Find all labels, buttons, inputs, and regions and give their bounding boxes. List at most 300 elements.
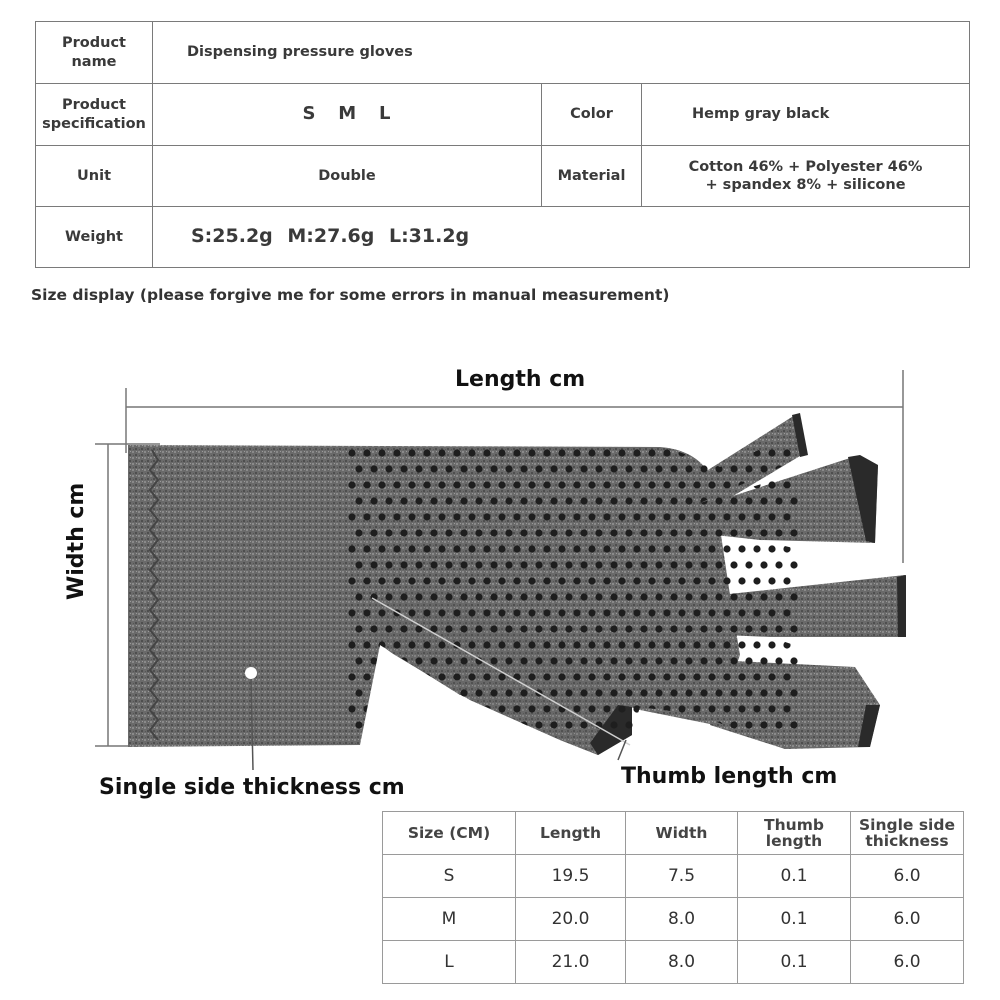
silicone-dot (393, 641, 400, 648)
silicone-dot (670, 721, 677, 728)
silicone-dot (708, 513, 715, 520)
silicone-dot (543, 577, 550, 584)
silicone-dot (535, 593, 542, 600)
silicone-dot (760, 721, 767, 728)
silicone-dot (783, 609, 790, 616)
silicone-dot (445, 721, 452, 728)
silicone-dot (468, 641, 475, 648)
silicone-dot (558, 609, 565, 616)
silicone-dot (400, 529, 407, 536)
silicone-dot (790, 721, 797, 728)
silicone-dot (430, 689, 437, 696)
silicone-dot (610, 625, 617, 632)
silicone-dot (670, 497, 677, 504)
silicone-dot (783, 545, 790, 552)
width-cell: 8.0 (626, 898, 738, 941)
silicone-dot (348, 705, 355, 712)
silicone-dot (468, 481, 475, 488)
silicone-dot (738, 673, 745, 680)
silicone-dot (505, 497, 512, 504)
silicone-dot (738, 641, 745, 648)
silicone-dot (400, 689, 407, 696)
silicone-dot (453, 705, 460, 712)
silicone-dot (378, 673, 385, 680)
silicone-dot (565, 625, 572, 632)
silicone-dot (543, 641, 550, 648)
silicone-dot (423, 481, 430, 488)
silicone-dot (753, 705, 760, 712)
silicone-dot (483, 449, 490, 456)
silicone-dot (498, 513, 505, 520)
glove-illustration (128, 413, 906, 755)
silicone-dot (775, 721, 782, 728)
silicone-dot (423, 641, 430, 648)
silicone-dot (483, 673, 490, 680)
silicone-dot (670, 657, 677, 664)
silicone-dot (445, 465, 452, 472)
silicone-dot (625, 657, 632, 664)
silicone-dot (730, 529, 737, 536)
spec-table (35, 21, 970, 268)
thumb-length-cell: 0.1 (738, 855, 851, 898)
silicone-dot (460, 625, 467, 632)
silicone-dot (715, 593, 722, 600)
silicone-dot (640, 689, 647, 696)
silicone-dot (385, 529, 392, 536)
silicone-dot (453, 449, 460, 456)
silicone-dot (730, 689, 737, 696)
silicone-dot (723, 641, 730, 648)
header-width: Width (626, 812, 738, 855)
silicone-dot (430, 657, 437, 664)
silicone-dot (475, 497, 482, 504)
silicone-dot (580, 625, 587, 632)
silicone-dot (670, 625, 677, 632)
silicone-dot (603, 609, 610, 616)
silicone-dot (738, 609, 745, 616)
silicone-dot (385, 689, 392, 696)
silicone-dot (498, 609, 505, 616)
silicone-dot (438, 545, 445, 552)
silicone-dot (618, 481, 625, 488)
silicone-dot (528, 641, 535, 648)
silicone-dot (783, 481, 790, 488)
silicone-dot (370, 561, 377, 568)
silicone-dot (708, 705, 715, 712)
unit-value: Double (153, 146, 542, 207)
silicone-dot (528, 449, 535, 456)
silicone-dot (708, 577, 715, 584)
silicone-dot (430, 721, 437, 728)
silicone-dot (423, 673, 430, 680)
silicone-dot (558, 513, 565, 520)
silicone-dot (760, 657, 767, 664)
silicone-dot (543, 481, 550, 488)
silicone-dot (483, 641, 490, 648)
silicone-dot (588, 641, 595, 648)
silicone-dot (355, 529, 362, 536)
silicone-dot (490, 689, 497, 696)
silicone-dot (745, 625, 752, 632)
silicone-dot (618, 545, 625, 552)
silicone-dot (378, 609, 385, 616)
silicone-dot (678, 641, 685, 648)
silicone-dot (483, 705, 490, 712)
silicone-dot (513, 545, 520, 552)
silicone-dot (573, 673, 580, 680)
silicone-dot (610, 465, 617, 472)
silicone-dot (408, 705, 415, 712)
silicone-dot (745, 657, 752, 664)
width-label: Width cm (64, 482, 89, 600)
silicone-dot (783, 673, 790, 680)
silicone-dot (535, 465, 542, 472)
silicone-dot (640, 561, 647, 568)
length-label: Length cm (455, 367, 586, 392)
silicone-dot (423, 513, 430, 520)
silicone-dot (393, 705, 400, 712)
silicone-dot (483, 577, 490, 584)
silicone-dot (505, 657, 512, 664)
silicone-dot (370, 657, 377, 664)
silicone-dot (723, 545, 730, 552)
silicone-dot (550, 689, 557, 696)
thickness-cell: 6.0 (851, 941, 964, 984)
silicone-dot (468, 577, 475, 584)
silicone-dot (610, 561, 617, 568)
silicone-dot (618, 673, 625, 680)
silicone-dot (580, 721, 587, 728)
size-cell: L (383, 941, 516, 984)
color-label: Color (542, 84, 642, 146)
silicone-dot (483, 481, 490, 488)
silicone-dot (498, 705, 505, 712)
silicone-dot (768, 545, 775, 552)
silicone-dot (730, 625, 737, 632)
silicone-dot (408, 609, 415, 616)
silicone-dot (385, 721, 392, 728)
silicone-dot (775, 593, 782, 600)
silicone-dot (715, 625, 722, 632)
silicone-dot (775, 657, 782, 664)
silicone-dot (378, 705, 385, 712)
silicone-dot (565, 465, 572, 472)
silicone-dot (610, 497, 617, 504)
silicone-dot (633, 481, 640, 488)
silicone-dot (625, 465, 632, 472)
silicone-dot (400, 721, 407, 728)
silicone-dot (408, 577, 415, 584)
silicone-dot (603, 481, 610, 488)
silicone-dot (685, 497, 692, 504)
silicone-dot (363, 545, 370, 552)
silicone-dot (565, 561, 572, 568)
thumb-pointer (618, 740, 626, 760)
silicone-dot (378, 641, 385, 648)
silicone-dot (775, 689, 782, 696)
silicone-dot (700, 465, 707, 472)
silicone-dot (775, 465, 782, 472)
silicone-dot (370, 689, 377, 696)
silicone-dot (355, 561, 362, 568)
silicone-dot (520, 465, 527, 472)
silicone-dot (595, 497, 602, 504)
silicone-dot (363, 513, 370, 520)
silicone-dot (370, 625, 377, 632)
silicone-dot (505, 465, 512, 472)
silicone-dot (730, 561, 737, 568)
silicone-dot (700, 497, 707, 504)
silicone-dot (580, 689, 587, 696)
silicone-dot (460, 465, 467, 472)
silicone-dot (438, 481, 445, 488)
silicone-dot (348, 641, 355, 648)
silicone-dot (730, 721, 737, 728)
silicone-dot (460, 529, 467, 536)
silicone-dot (430, 465, 437, 472)
silicone-dot (610, 689, 617, 696)
silicone-dot (393, 577, 400, 584)
silicone-dot (610, 721, 617, 728)
silicone-dot (498, 545, 505, 552)
length-cell: 21.0 (516, 941, 626, 984)
silicone-dot (648, 481, 655, 488)
silicone-dot (685, 529, 692, 536)
silicone-dot (625, 689, 632, 696)
silicone-dot (363, 641, 370, 648)
glove-size-diagram (0, 355, 1000, 815)
silicone-dot (528, 545, 535, 552)
silicone-dot (678, 513, 685, 520)
silicone-dot (363, 449, 370, 456)
silicone-dot (700, 625, 707, 632)
unit-label: Unit (36, 146, 153, 207)
glove-svg (0, 355, 1000, 815)
silicone-dot (378, 449, 385, 456)
silicone-dot (438, 673, 445, 680)
silicone-dot (708, 449, 715, 456)
silicone-dot (655, 465, 662, 472)
silicone-dot (655, 721, 662, 728)
silicone-dot (723, 609, 730, 616)
silicone-dot (723, 705, 730, 712)
silicone-dot (543, 513, 550, 520)
silicone-dot (603, 673, 610, 680)
silicone-dot (550, 497, 557, 504)
silicone-dot (603, 577, 610, 584)
silicone-dot (618, 641, 625, 648)
silicone-dot (438, 513, 445, 520)
silicone-dot (760, 561, 767, 568)
silicone-dot (355, 689, 362, 696)
silicone-dot (745, 593, 752, 600)
silicone-dot (618, 705, 625, 712)
silicone-dot (393, 545, 400, 552)
silicone-dot (550, 465, 557, 472)
silicone-dot (730, 657, 737, 664)
silicone-dot (438, 449, 445, 456)
silicone-dot (700, 529, 707, 536)
silicone-dot (348, 513, 355, 520)
silicone-dot (715, 497, 722, 504)
thickness-cell: 6.0 (851, 898, 964, 941)
silicone-dot (595, 625, 602, 632)
silicone-dot (783, 705, 790, 712)
silicone-dot (558, 449, 565, 456)
silicone-dot (648, 449, 655, 456)
silicone-dot (490, 657, 497, 664)
silicone-dot (400, 593, 407, 600)
silicone-dot (513, 609, 520, 616)
silicone-dot (393, 673, 400, 680)
silicone-dot (370, 465, 377, 472)
silicone-dot (760, 465, 767, 472)
silicone-dot (775, 561, 782, 568)
silicone-dot (753, 673, 760, 680)
silicone-dot (580, 561, 587, 568)
silicone-dot (438, 609, 445, 616)
silicone-dot (693, 609, 700, 616)
silicone-dot (663, 513, 670, 520)
silicone-dot (595, 657, 602, 664)
silicone-dot (678, 609, 685, 616)
silicone-dot (543, 705, 550, 712)
silicone-dot (588, 577, 595, 584)
silicone-dot (588, 449, 595, 456)
product-name-label: Product name (36, 22, 153, 84)
thickness-cell: 6.0 (851, 855, 964, 898)
silicone-dot (408, 481, 415, 488)
silicone-dot (625, 497, 632, 504)
silicone-dot (453, 673, 460, 680)
spec-row-specification (36, 84, 970, 146)
silicone-dot (558, 577, 565, 584)
silicone-dot (573, 545, 580, 552)
silicone-dot (678, 545, 685, 552)
silicone-dot (415, 657, 422, 664)
silicone-dot (610, 657, 617, 664)
silicone-dot (475, 465, 482, 472)
silicone-dot (468, 513, 475, 520)
silicone-dot (723, 673, 730, 680)
silicone-dot (378, 545, 385, 552)
silicone-dot (670, 561, 677, 568)
silicone-dot (475, 561, 482, 568)
product-spec-value: S M L (153, 84, 542, 146)
silicone-dot (550, 657, 557, 664)
silicone-dot (453, 609, 460, 616)
silicone-dot (355, 497, 362, 504)
silicone-dot (655, 561, 662, 568)
silicone-dot (640, 625, 647, 632)
silicone-dot (693, 641, 700, 648)
silicone-dot (783, 449, 790, 456)
silicone-dot (348, 545, 355, 552)
silicone-dot (393, 449, 400, 456)
silicone-dot (640, 529, 647, 536)
silicone-dot (618, 449, 625, 456)
silicone-dot (423, 577, 430, 584)
silicone-dot (595, 465, 602, 472)
silicone-dot (663, 609, 670, 616)
silicone-dot (730, 497, 737, 504)
silicone-dot (475, 529, 482, 536)
silicone-dot (573, 481, 580, 488)
silicone-dot (498, 449, 505, 456)
silicone-dot (460, 593, 467, 600)
silicone-dot (415, 465, 422, 472)
silicone-dot (348, 449, 355, 456)
silicone-dot (648, 641, 655, 648)
silicone-dot (490, 497, 497, 504)
silicone-dot (565, 689, 572, 696)
silicone-dot (775, 529, 782, 536)
silicone-dot (445, 593, 452, 600)
silicone-dot (693, 705, 700, 712)
silicone-dot (445, 657, 452, 664)
silicone-dot (693, 577, 700, 584)
silicone-dot (423, 609, 430, 616)
silicone-dot (483, 609, 490, 616)
silicone-dot (760, 593, 767, 600)
silicone-dot (535, 721, 542, 728)
silicone-dot (513, 705, 520, 712)
silicone-dot (415, 721, 422, 728)
silicone-dot (385, 657, 392, 664)
silicone-dot (558, 673, 565, 680)
silicone-dot (423, 545, 430, 552)
silicone-dot (430, 593, 437, 600)
silicone-dot (760, 529, 767, 536)
silicone-dot (753, 641, 760, 648)
header-thickness: Single side thickness (851, 812, 964, 855)
silicone-dot (415, 561, 422, 568)
silicone-dot (648, 577, 655, 584)
silicone-dot (505, 593, 512, 600)
product-spec-label: Product specification (36, 84, 153, 146)
silicone-dot (475, 625, 482, 632)
silicone-dot (663, 481, 670, 488)
silicone-dot (588, 705, 595, 712)
silicone-dot (528, 609, 535, 616)
silicone-dot (528, 673, 535, 680)
silicone-dot (573, 609, 580, 616)
silicone-dot (693, 673, 700, 680)
silicone-dot (468, 705, 475, 712)
silicone-dot (715, 657, 722, 664)
silicone-dot (783, 577, 790, 584)
silicone-dot (655, 529, 662, 536)
silicone-dot (543, 673, 550, 680)
silicone-dot (505, 689, 512, 696)
silicone-dot (633, 609, 640, 616)
silicone-dot (723, 449, 730, 456)
silicone-dot (775, 625, 782, 632)
silicone-dot (670, 465, 677, 472)
silicone-dot (790, 593, 797, 600)
weight-label: Weight (36, 207, 153, 268)
silicone-dot (460, 497, 467, 504)
silicone-dot (588, 609, 595, 616)
silicone-dot (663, 577, 670, 584)
silicone-dot (498, 577, 505, 584)
silicone-dot (453, 513, 460, 520)
silicone-dot (558, 545, 565, 552)
silicone-dot (385, 593, 392, 600)
width-cell: 7.5 (626, 855, 738, 898)
silicone-dot (580, 593, 587, 600)
silicone-dot (430, 529, 437, 536)
